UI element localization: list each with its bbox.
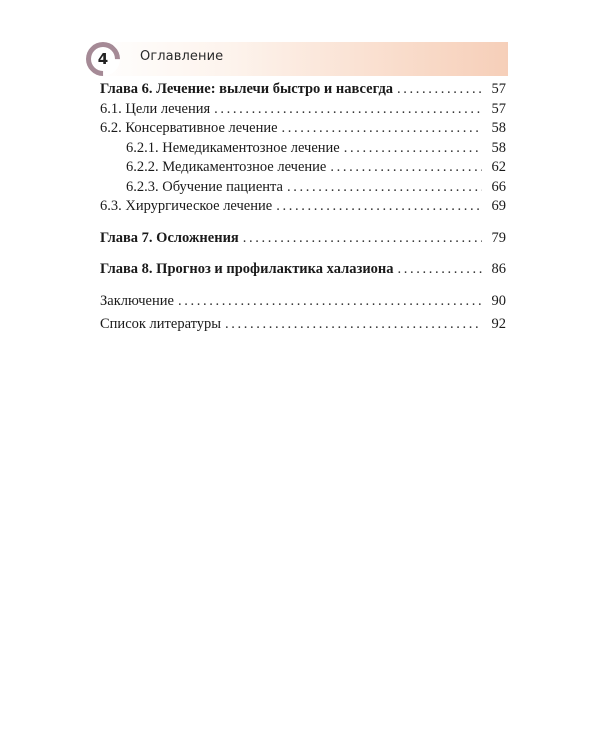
toc-entry-page: 92 xyxy=(491,316,506,332)
toc-entry[interactable] xyxy=(100,229,506,249)
toc-dot-leader xyxy=(214,100,482,120)
toc-entry-page: 79 xyxy=(491,229,506,246)
toc-dot-leader xyxy=(287,178,482,198)
toc-entry-page: 86 xyxy=(491,261,506,277)
running-header-title: Оглавление xyxy=(140,49,224,64)
toc-entry-page: 58 xyxy=(491,139,506,156)
toc-entry[interactable] xyxy=(100,315,506,335)
toc-dot-leader xyxy=(282,119,482,139)
toc-entry-page: 66 xyxy=(491,178,506,195)
toc-entry-page: 57 xyxy=(491,81,506,97)
toc-entry[interactable] xyxy=(100,119,506,139)
toc-entry-title: 6.2.3. Обучение пациента xyxy=(126,178,283,195)
toc-entry[interactable] xyxy=(100,139,506,159)
toc-entry-page: 57 xyxy=(491,100,506,117)
toc-dot-leader xyxy=(344,139,482,159)
toc-entry-title: 6.2.2. Медикаментозное лечение xyxy=(126,159,327,175)
toc-dot-leader xyxy=(178,292,482,312)
toc-entry[interactable] xyxy=(100,197,506,217)
toc-entry[interactable] xyxy=(100,100,506,120)
toc-entry-page: 62 xyxy=(491,159,506,175)
toc-entry[interactable] xyxy=(100,158,506,178)
toc-entry[interactable] xyxy=(100,260,506,280)
toc-entry-page: 90 xyxy=(491,292,506,309)
table-of-contents xyxy=(100,80,506,335)
toc-entry[interactable] xyxy=(100,80,506,100)
toc-entry-title: Список литературы xyxy=(100,316,222,332)
toc-entry-title: 6.2. Консервативное лечение xyxy=(100,120,278,136)
toc-dot-leader xyxy=(397,80,482,100)
toc-entry-title: 6.1. Цели лечения xyxy=(100,100,211,117)
toc-dot-leader xyxy=(398,260,482,280)
toc-entry[interactable] xyxy=(100,178,506,198)
toc-entry-title: Заключение xyxy=(100,292,174,309)
toc-entry-page: 69 xyxy=(491,198,506,214)
toc-dot-leader xyxy=(243,229,482,249)
toc-entry-title: Глава 8. Прогноз и профилактика халазиона xyxy=(100,261,394,277)
toc-entry-title: 6.3. Хирургическое лечение xyxy=(100,198,273,214)
toc-dot-leader xyxy=(330,158,482,178)
toc-entry-title: 6.2.1. Немедикаментозное лечение xyxy=(126,139,340,156)
toc-entry[interactable] xyxy=(100,292,506,312)
toc-dot-leader xyxy=(276,197,482,217)
toc-entry-page: 58 xyxy=(491,120,506,136)
toc-dot-leader xyxy=(225,315,482,335)
page-number: 4 xyxy=(97,50,109,68)
toc-entry-title: Глава 7. Осложнения xyxy=(100,229,239,246)
toc-entry-title: Глава 6. Лечение: вылечи быстро и навсегда xyxy=(100,81,394,97)
